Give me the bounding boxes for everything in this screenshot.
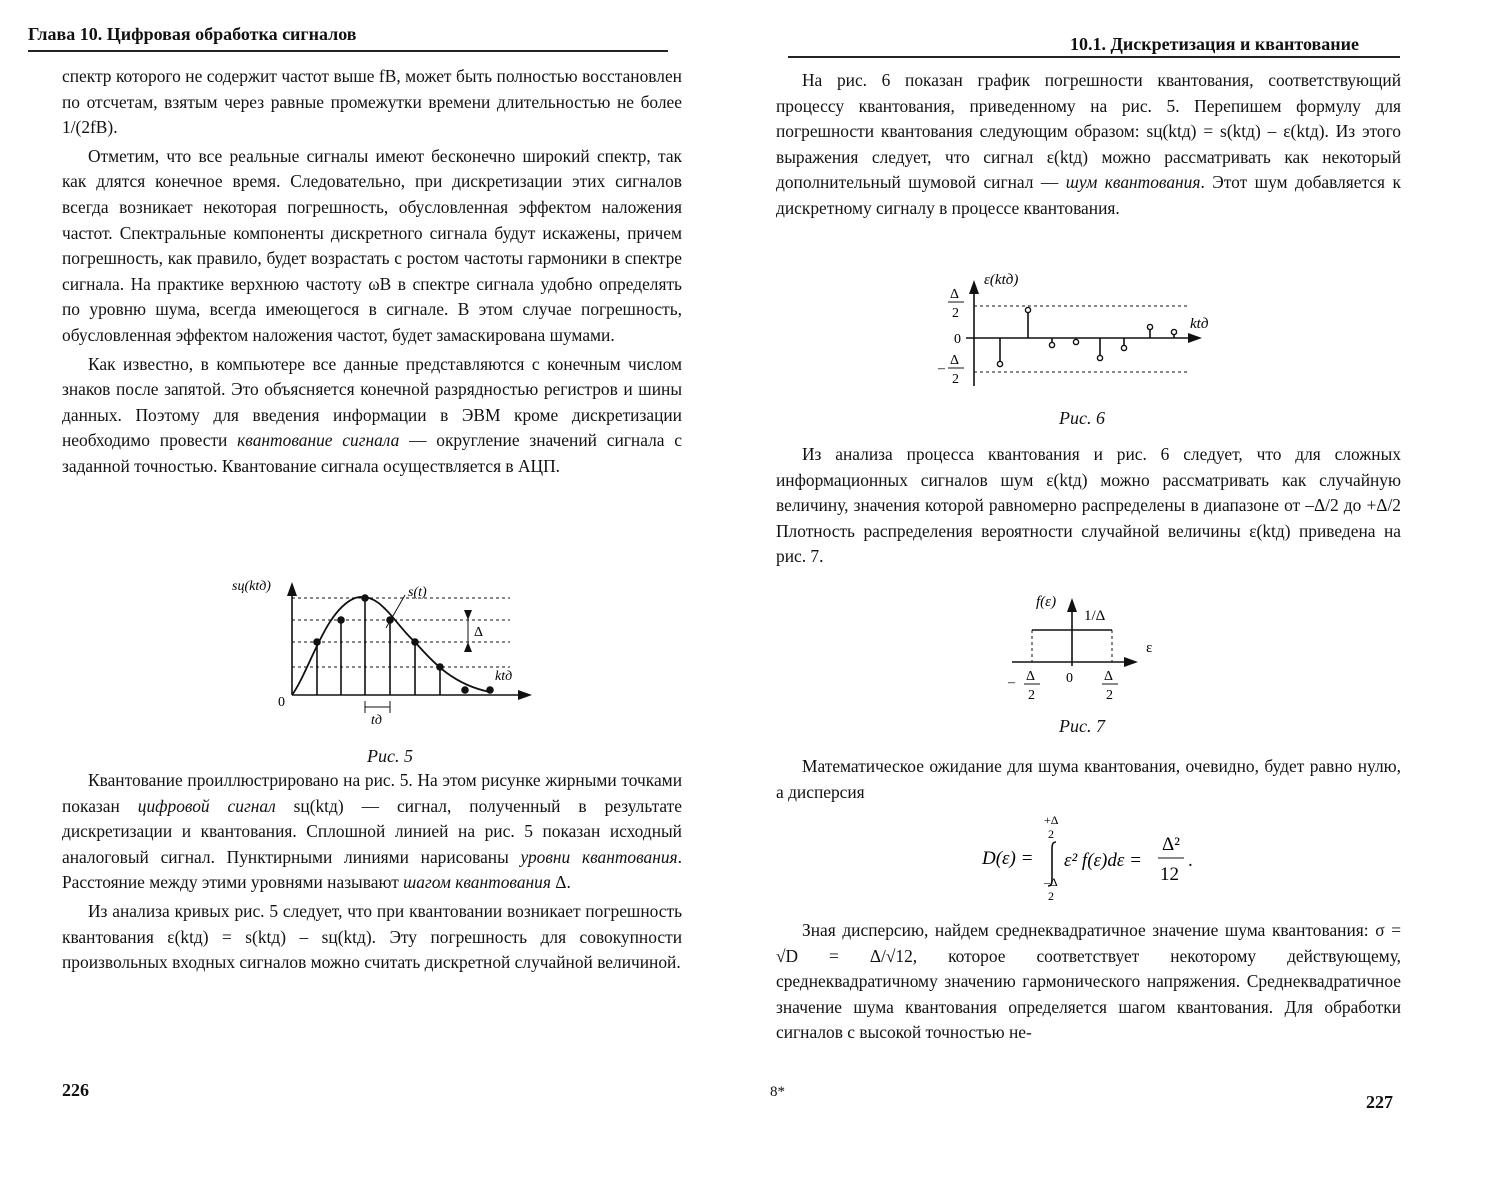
fig7-height-label: 1/Δ [1084,608,1106,624]
left-paragraph-3: Как известно, в компьютере все данные представляются с конечным числом знаков после запятой. Это объясняется конечной разрядностью регистров и шины данных. Поэтому для введения информации в ЭВМ кроме дискретизации необходимо провести квантование сигнала — округление значений сигнала с заданной точностью. Квантование сигнала осуществляется в АЦП. [62,353,682,476]
right-paragraph-2: Из анализа процесса квантования и рис. 6 следует, что для сложных информационных сигналов шум ε(ktд) можно рассматривать как случайную величину, значения которой равномерно распределены в диапазоне от –Δ/2 до +Δ/2 Плотность распределения вероятности случайной величины ε(ktд) приведена на рис. 7. [776,444,1401,567]
formula-lower-den: 2 [1048,889,1054,903]
fig6-tick-bot-num: Δ [950,353,960,368]
p4-part-a: Квантование проиллюстрировано на рис. 5. На этом рисунке жирными точками показан [62,770,682,816]
fig6-tick-top-num: Δ [950,287,960,302]
left-running-head: Глава 10. Цифровая обработка сигналов [28,24,357,44]
left-page-number: 226 [62,1080,89,1100]
left-paragraph-5: Из анализа кривых рис. 5 следует, что при квантовании возникает погрешность квантования ε(ktд) = s(ktд) – sц(ktд). Эту погрешность для совокупности произвольных входных сигналов можно считать дискретной случайной величиной. [62,900,682,973]
right-text-formula-intro [776,754,1401,808]
fig6-xlabel: ktд [1190,316,1209,332]
left-paragraph-1: спектр которого не содержит частот выше fВ, может быть полностью восстановлен по отсчетам, взятым через равные промежутки времени длительностью не более 1/(2fВ). [62,66,682,138]
rp1-italic: шум квантования [1065,172,1201,193]
formula-result-num: Δ² [1162,834,1180,855]
right-paragraph-1 [776,68,1401,222]
left-paragraph-4 [62,768,682,896]
fig7-right-den: 2 [1106,688,1113,703]
fig5-step-label: tд [371,713,382,728]
formula-lhs: D(ε) = [982,848,1034,869]
fig7-zero: 0 [1066,671,1073,686]
rp1-part-b: . Этот шум добавляется к дискретному сигналу в процессе квантования. [776,172,1401,218]
fig7-left-num: Δ [1026,669,1036,684]
p4-part-d: Δ. [550,872,571,893]
right-running-head: 10.1. Дискретизация и квантование [1070,34,1359,54]
signature-mark: 8* [770,1084,785,1100]
p4-part-c: . Расстояние между этими уровнями называют [62,846,682,893]
left-page [0,0,742,1190]
figure-7 [1004,590,1174,705]
p4-italic-2: уровни квантования [520,846,678,867]
fig6-tick-bot-den: 2 [952,372,959,387]
fig6-caption: Рис. 6 [1059,408,1105,428]
right-page [742,0,1485,1190]
right-text-top [776,68,1401,225]
left-paragraph-2: Отметим, что все реальные сигналы имеют бесконечно широкий спектр, так как длятся конечное время. Следовательно, при дискретизации этих сигналов всегда возникает некоторая погрешность, обусловленная эффектом наложения частот. Спектральные компоненты дискретного сигнала будут искажены, причем погрешность, как правило, будет возрастать с ростом частоты гармоники в спектре сигнала. На практике верхнюю частоту ωВ в спектре сигнала удобно определять по уровню шума, всегда имеющегося в сигнале. В этом случае погрешность, обусловленная эффектом наложения частот, будет замаскирована шумами. [62,145,682,345]
left-text-bottom [62,768,682,979]
formula-tail: . [1188,850,1193,871]
fig5-origin: 0 [278,695,285,710]
left-header-rule [28,50,668,52]
right-paragraph-4: Зная дисперсию, найдем среднеквадратичное значение шума квантования: σ = √D = Δ/√12, которое соответствует некоторому действующему, среднеквадратичному значению гармонического напряжения. Среднеквадратичное значение шума квантования определяется шагом квантования. Для обработки сигналов с высокой точностью не- [776,920,1401,1043]
formula-upper-den: 2 [1048,827,1054,841]
fig6-tick-bot-sign: – [938,361,945,376]
figure-6 [932,268,1222,393]
right-text-bottom [776,918,1401,1049]
fig6-ylabel: ε(ktд) [984,272,1019,288]
variance-formula [982,810,1212,910]
fig5-caption: Рис. 5 [367,746,413,766]
fig7-right-num: Δ [1104,669,1114,684]
formula-lower-num: –Δ [1044,875,1058,889]
right-text-middle [776,442,1401,573]
p4-part-b: sц(ktд) — сигнал, полученный в результате дискретизации и квантования. Сплошной линией на рис. 5 показан исходный аналоговый сигнал. Пунктирными линиями нарисованы [62,795,682,867]
formula-integrand: ε² f(ε)dε = [1064,850,1142,871]
fig7-left-sign: – [1008,675,1015,690]
formula-result-den: 12 [1160,864,1179,885]
fig7-ylabel: f(ε) [1036,594,1057,610]
formula-upper-num: +Δ [1044,813,1059,827]
fig5-delta-label: Δ [474,625,484,640]
right-page-number: 227 [1366,1092,1393,1112]
right-header-rule [788,56,1400,58]
fig6-tick-top-den: 2 [952,306,959,321]
fig7-xlabel: ε [1146,640,1153,656]
fig5-xlabel: ktд [495,669,513,684]
italic-term: квантование сигнала [237,430,400,451]
fig7-caption: Рис. 7 [1059,716,1105,736]
fig7-left-den: 2 [1028,688,1035,703]
fig5-curve-label: s(t) [408,585,427,600]
fig6-tick-zero: 0 [954,332,961,347]
p4-italic-1: цифровой сигнал [137,795,276,816]
rp1-part-a: На рис. 6 показан график погрешности квантования, соответствующий процессу квантования, приведенному на рис. 5. Перепишем формулу для погрешности квантования следующим образом: sц(ktд) = s(ktд) – ε(ktд). Из этого выражения следует, что сигнал ε(ktд) можно рассматривать как некоторый дополнительный шумовой сигнал — [776,70,1401,193]
fig5-ylabel: sц(ktд) [232,579,271,594]
left-text-top [62,64,682,483]
right-paragraph-3: Математическое ожидание для шума квантования, очевидно, будет равно нулю, а дисперсия [776,756,1401,802]
p4-italic-3: шагом квантования [403,872,551,893]
figure-5 [220,570,540,740]
